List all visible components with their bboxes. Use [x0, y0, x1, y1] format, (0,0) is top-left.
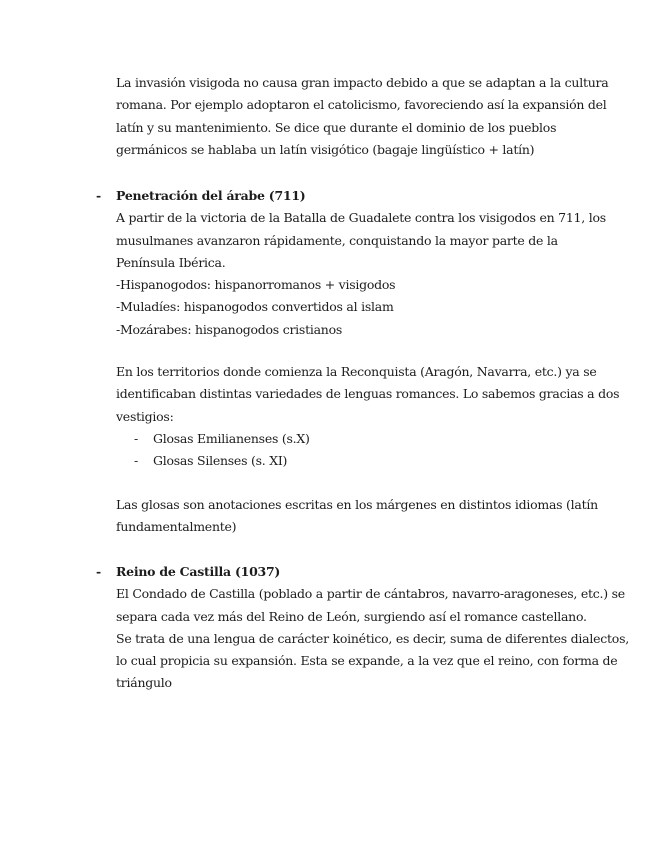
- bullet-dash: -: [134, 430, 138, 446]
- text-line: fundamentalmente): [116, 519, 237, 535]
- text-line: musulmanes avanzaron rápidamente, conquistando la mayor parte de la: [116, 232, 558, 248]
- section-castilla: [96, 561, 629, 695]
- section-heading-castilla: [96, 561, 586, 583]
- text-line: latín y su mantenimiento. Se dice que durante el dominio de los pueblos: [116, 119, 557, 135]
- section-heading-arabic: [96, 185, 586, 207]
- text-line: Península Ibérica.: [116, 254, 226, 270]
- text-line: separa cada vez más del Reino de León, surgiendo así el romance castellano.: [116, 608, 587, 624]
- text-line: A partir de la victoria de la Batalla de Guadalete contra los visigodos en 711, los: [116, 210, 606, 226]
- text-line: Se trata de una lengua de carácter koinético, es decir, suma de diferentes dialectos,: [116, 630, 629, 646]
- text-line: -Muladíes: hispanogodos convertidos al islam: [116, 299, 394, 315]
- heading-text: Penetración del árabe (711): [116, 188, 306, 203]
- text-line: Las glosas son anotaciones escritas en los márgenes en distintos idiomas (latín: [116, 497, 598, 512]
- text-line: germánicos se hablaba un latín visigótico (bagaje lingüístico + latín): [116, 141, 535, 157]
- bullet-dash: -: [96, 188, 101, 203]
- bullet-dash: -: [96, 564, 101, 579]
- text-line: romana. Por ejemplo adoptaron el catolicismo, favoreciendo así la expansión del: [116, 97, 607, 113]
- text-line: -Hispanogodos: hispanorromanos + visigodos: [116, 277, 396, 293]
- section-arabic: [96, 185, 606, 341]
- text-line: La invasión visigoda no causa gran impacto debido a que se adaptan a la cultura: [116, 75, 609, 90]
- text-line: -Mozárabes: hispanogodos cristianos: [116, 321, 343, 337]
- heading-text: Reino de Castilla (1037): [116, 564, 281, 579]
- bullet-dash: -: [134, 453, 138, 469]
- list-item: [116, 450, 586, 472]
- text-line: En los territorios donde comienza la Reconquista (Aragón, Navarra, etc.) ya se: [116, 364, 597, 379]
- list-item-text: Glosas Emilianenses (s.X): [153, 430, 310, 446]
- list-item-text: Glosas Silenses (s. XI): [153, 453, 288, 469]
- text-line: identificaban distintas variedades de lenguas romances. Lo sabemos gracias a dos: [116, 386, 620, 402]
- intro-paragraph: [116, 72, 609, 161]
- list-item: [116, 428, 586, 450]
- text-line: triángulo: [116, 675, 172, 691]
- glosas-paragraph: [116, 494, 598, 539]
- text-line: lo cual propicia su expansión. Esta se expande, a la vez que el reino, con forma de: [116, 653, 618, 669]
- text-line: vestigios:: [116, 408, 174, 424]
- reconquista-paragraph: [116, 361, 620, 472]
- text-line: El Condado de Castilla (poblado a partir de cántabros, navarro-aragoneses, etc.) se: [116, 586, 625, 602]
